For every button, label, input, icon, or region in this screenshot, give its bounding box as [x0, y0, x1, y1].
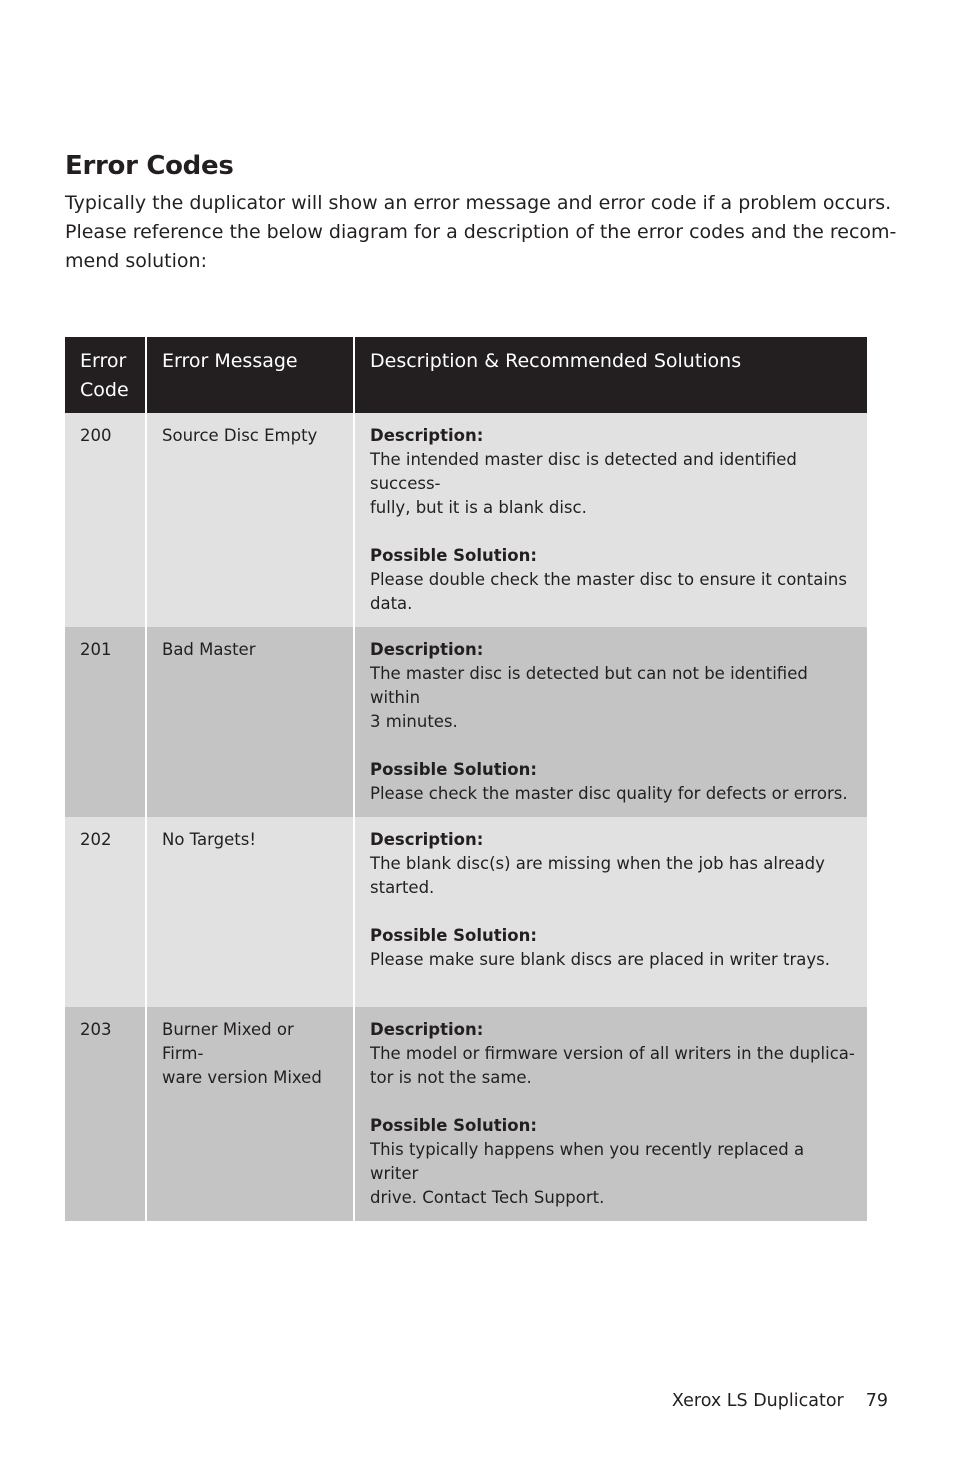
header-error-code [65, 337, 146, 413]
page-title: Error Codes [65, 151, 234, 181]
solution-line: data. [370, 594, 413, 613]
page-footer [672, 1388, 888, 1414]
footer-product-name: Xerox LS Duplicator [671, 1391, 844, 1411]
error-code-cell: 200 [65, 413, 146, 627]
error-message-line: ware version Mixed [162, 1068, 322, 1087]
description-line: The intended master disc is detected and identified success- [370, 450, 797, 493]
error-message-cell [146, 413, 354, 627]
description-label: Description: [370, 1020, 484, 1039]
solution-line: Please double check the master disc to ensure it contains [370, 570, 847, 589]
error-code-cell: 201 [65, 627, 146, 817]
intro-line: Typically the duplicator will show an error message and error code if a problem occurs. [65, 192, 892, 214]
description-cell [354, 1007, 867, 1221]
error-code-cell: 203 [65, 1007, 146, 1221]
description-cell [354, 413, 867, 627]
description-line: 3 minutes. [370, 712, 458, 731]
solution-label: Possible Solution: [370, 760, 537, 779]
error-message-cell [146, 1007, 354, 1221]
description-cell [354, 817, 867, 1007]
description-cell [354, 627, 867, 817]
header-error-message: Error Message [146, 337, 354, 413]
intro-line: Please reference the below diagram for a description of the error codes and the recom- [65, 221, 897, 243]
solution-line: This typically happens when you recently replaced a writer [370, 1140, 805, 1183]
error-message-cell [146, 817, 354, 1007]
header-error-code-line: Code [80, 379, 129, 401]
header-description: Description & Recommended Solutions [354, 337, 867, 413]
description-line: The master disc is detected but can not be identified within [370, 664, 808, 707]
table-row [65, 413, 867, 627]
error-codes-table [65, 337, 867, 1221]
page-number: 79 [865, 1391, 888, 1411]
description-label: Description: [370, 830, 484, 849]
solution-line: Please make sure blank discs are placed in writer trays. [370, 950, 831, 969]
error-message-line: Bad Master [162, 640, 256, 659]
description-line: The model or firmware version of all writers in the duplica- [370, 1044, 855, 1063]
error-message-line: No Targets! [162, 830, 256, 849]
table-row [65, 627, 867, 817]
table-row [65, 1007, 867, 1221]
solution-label: Possible Solution: [370, 546, 537, 565]
description-line: fully, but it is a blank disc. [370, 498, 587, 517]
description-line: The blank disc(s) are missing when the job has already [370, 854, 825, 873]
solution-line: drive. Contact Tech Support. [370, 1188, 605, 1207]
description-label: Description: [370, 426, 484, 445]
intro-paragraph [65, 189, 897, 276]
error-code-cell: 202 [65, 817, 146, 1007]
header-error-code-line: Error [80, 350, 127, 372]
description-line: started. [370, 878, 435, 897]
table-row [65, 817, 867, 1007]
solution-line: Please check the master disc quality for defects or errors. [370, 784, 848, 803]
error-message-line: Source Disc Empty [162, 426, 318, 445]
solution-label: Possible Solution: [370, 1116, 537, 1135]
intro-line: mend solution: [65, 250, 207, 272]
description-line: tor is not the same. [370, 1068, 532, 1087]
solution-label: Possible Solution: [370, 926, 537, 945]
description-label: Description: [370, 640, 484, 659]
error-message-cell [146, 627, 354, 817]
error-message-line: Burner Mixed or Firm- [162, 1020, 294, 1063]
table-header-row [65, 337, 867, 413]
